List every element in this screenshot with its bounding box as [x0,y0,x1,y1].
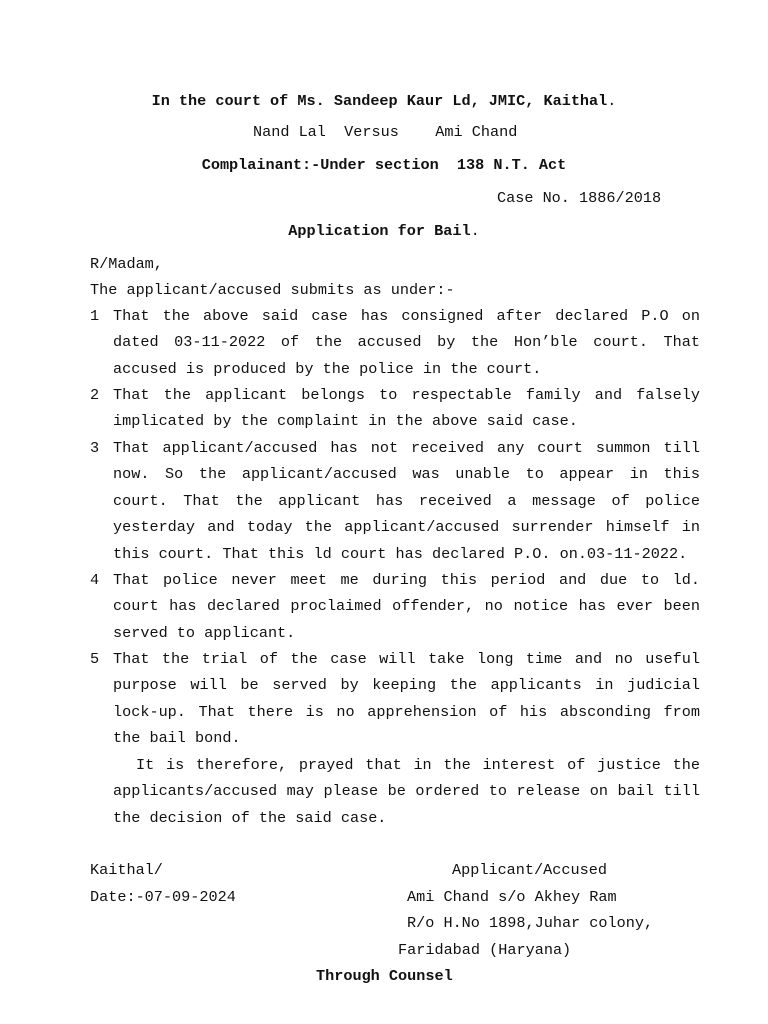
court-heading-period: . [607,92,617,110]
application-title-text: Application for Bail [288,222,471,240]
paragraph-text: That applicant/accused has not received any court summon till now. So the applicant/accused was unable to appear in this court. That the applicant has received a message of police yesterday and today the applicant/accused surrender himself in this court. That this ld court has declared P.O. on.03-11-2022. [113,439,700,563]
paragraph-number: 1 [90,307,100,325]
place-line: Kaithal/ [90,861,163,879]
court-heading [0,92,768,110]
paragraph-number: 3 [90,439,100,457]
paragraph-text: That the trial of the case will take long time and no useful purpose will be served by keeping the applicants in judicial lock-up. That there is no apprehension of his absconding from the bail bond. [113,650,700,748]
address-line-2: Faridabad (Haryana) [398,941,572,959]
paragraph-number: 4 [90,571,100,589]
paragraph-text: That police never meet me during this period and due to ld. court has declared proclaimed offender, no notice has ever been served to applicant. [113,571,700,642]
paragraph-number: 2 [90,386,100,404]
court-heading-text: In the court of Ms. Sandeep Kaur Ld, JMIC, Kaithal [151,92,608,110]
paragraph-text: That the above said case has consigned after declared P.O on dated 03-11-2022 of the accused by the Hon’ble court. That accused is produced by the police in the court. [113,307,700,378]
paragraph-text: That the applicant belongs to respectable family and falsely implicated by the complaint in the above said case. [113,386,700,431]
paragraph-number: 5 [90,650,100,668]
date-line: Date:-07-09-2024 [90,888,236,906]
intro-line: The applicant/accused submits as under:- [90,281,455,299]
through-counsel: Through Counsel [316,967,453,985]
prayer-paragraph: It is therefore, prayed that in the interest of justice the applicants/accused may please be ordered to release on bail till the decision of the said case. [113,756,700,827]
complainant-line: Complainant:-Under section 138 N.T. Act [201,156,567,174]
application-title-period: . [470,222,480,240]
parties-line: Nand Lal Versus Ami Chand [253,123,518,141]
signatory-name: Ami Chand s/o Akhey Ram [407,888,617,906]
signatory-title: Applicant/Accused [452,861,607,879]
application-title [0,222,768,240]
address-line-1: R/o H.No 1898,Juhar colony, [407,914,654,932]
case-number: Case No. 1886/2018 [497,189,662,207]
salutation: R/Madam, [90,255,163,273]
